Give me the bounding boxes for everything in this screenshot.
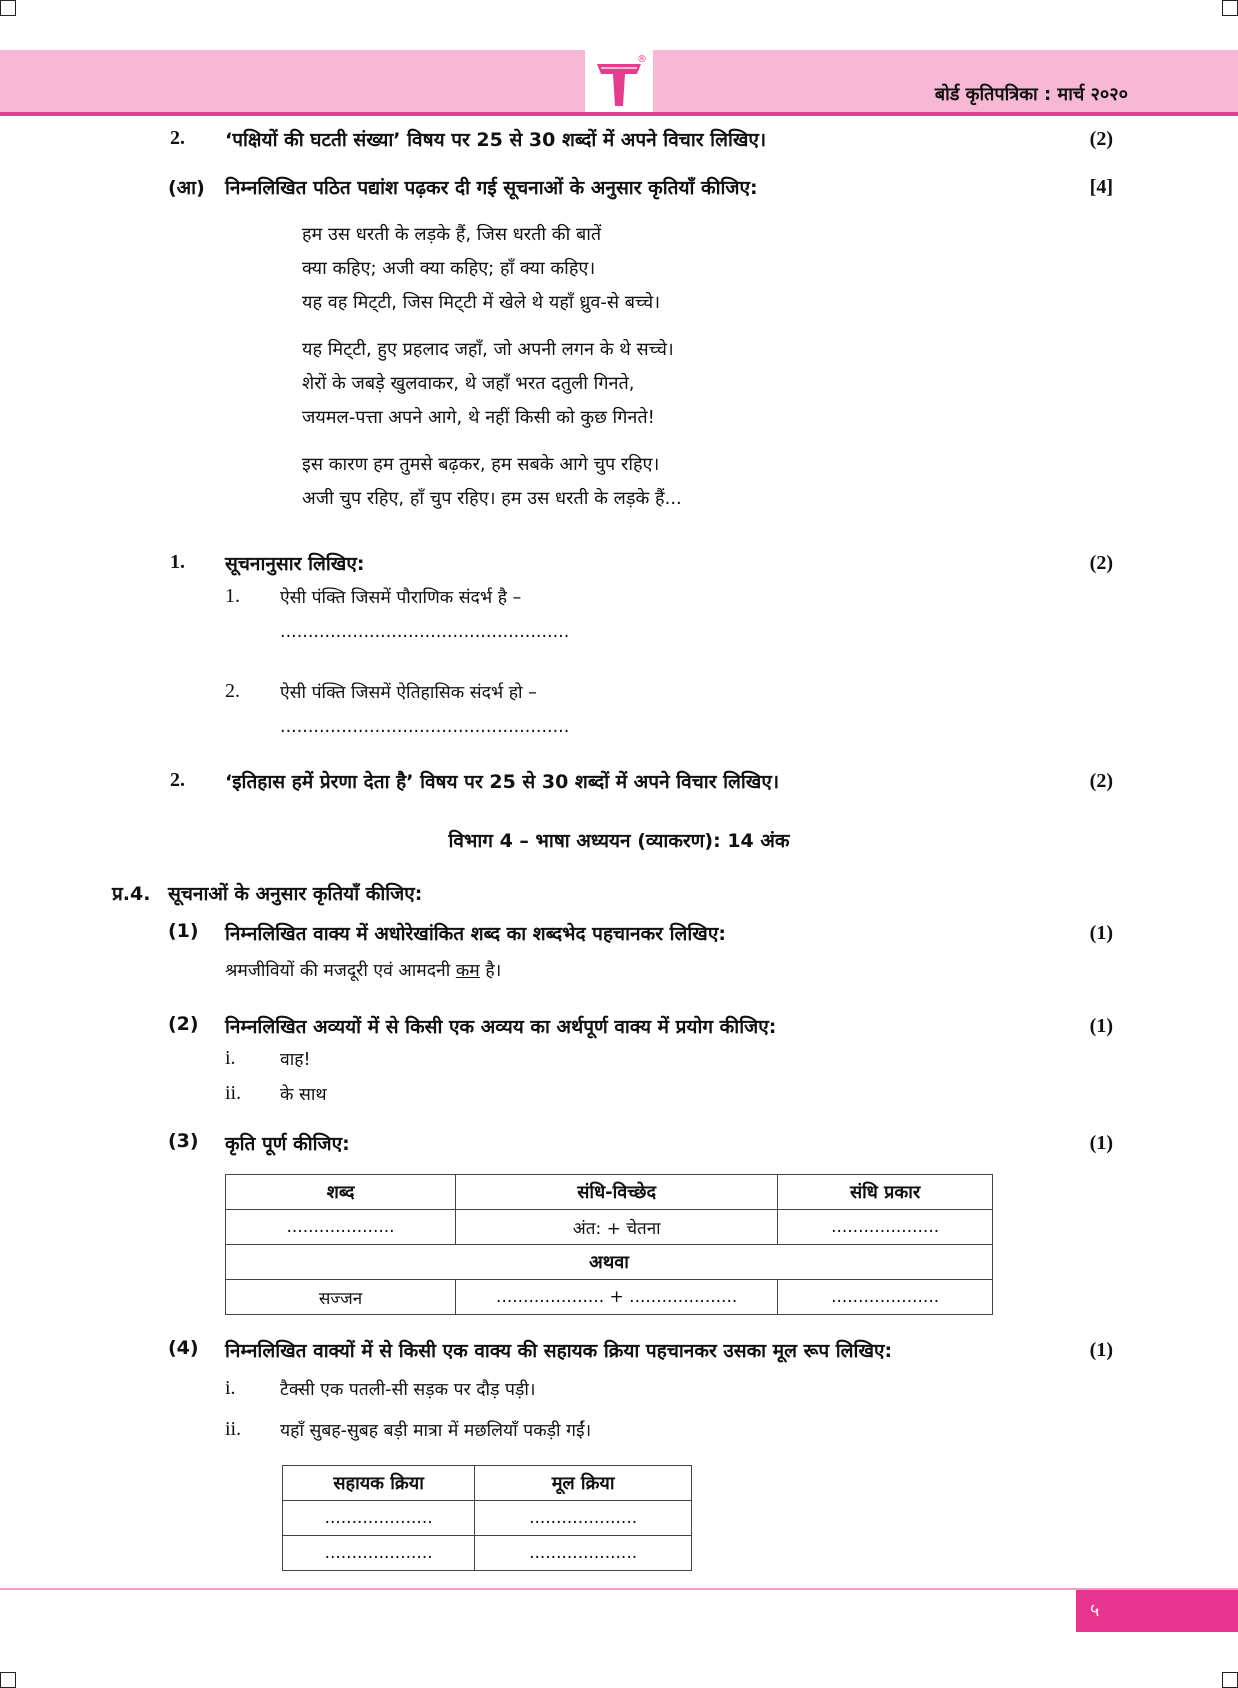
table-cell: अंत: + चेतना: [456, 1210, 778, 1245]
table-cell: ....................: [778, 1210, 993, 1245]
question-marks: (1): [1089, 1339, 1113, 1361]
question-marks: (2): [1089, 552, 1113, 574]
poem-line: क्या कहिए; अजी क्या कहिए; हाँ क्या कहिए।: [302, 258, 596, 279]
question-text: ‘इतिहास हमें प्रेरणा देता है’ विषय पर 25 से 30 शब्दों में अपने विचार लिखिए।: [225, 771, 780, 793]
table-cell: ....................: [778, 1280, 993, 1315]
answer-blank: ....................................................: [280, 622, 570, 642]
sub-question-number: (4): [168, 1337, 199, 1359]
crop-mark-bottom-right: [1222, 1672, 1238, 1688]
question-marks: (1): [1089, 1015, 1113, 1037]
option-number: ii.: [225, 1418, 242, 1440]
underlined-word: कम: [455, 961, 480, 981]
table-header: सहायक क्रिया: [283, 1466, 475, 1501]
sub-question-text: कृति पूर्ण कीजिए:: [225, 1133, 350, 1155]
table-or-row: अथवा: [226, 1245, 993, 1280]
crop-mark-bottom-left: [0, 1672, 16, 1688]
section-heading: विभाग 4 – भाषा अध्ययन (व्याकरण): 14 अंक: [448, 830, 790, 852]
kriya-table: [282, 1465, 692, 1571]
poem-line: अजी चुप रहिए, हाँ चुप रहिए। हम उस धरती के लड़के हैं...: [302, 488, 682, 509]
sub-question-text: निम्नलिखित वाक्यों में से किसी एक वाक्य की सहायक क्रिया पहचानकर उसका मूल रूप लिखिए:: [225, 1340, 893, 1362]
header-rule: [0, 112, 1238, 116]
question-text: ‘पक्षियों की घटती संख्या’ विषय पर 25 से 30 शब्दों में अपने विचार लिखिए।: [225, 129, 767, 151]
option-text: यहाँ सुबह-सुबह बड़ी मात्रा में मछलियाँ पकड़ी गईं।: [280, 1421, 592, 1441]
publisher-logo: [585, 50, 653, 112]
sentence-part: श्रमजीवियों की मजदूरी एवं आमदनी: [225, 961, 456, 981]
registered-mark: ®: [637, 54, 647, 65]
question-text: सूचनानुसार लिखिए:: [225, 553, 365, 575]
sub-question-number: (2): [168, 1013, 199, 1035]
question-text: सूचनाओं के अनुसार कृतियाँ कीजिए:: [168, 883, 423, 905]
option-number: i.: [225, 1047, 236, 1069]
table-cell: ....................: [283, 1536, 475, 1571]
question-number: 2.: [170, 769, 185, 791]
question-number: 1.: [170, 551, 185, 573]
question-number: प्र.4.: [112, 883, 151, 905]
table-cell: .................... + ....................: [456, 1280, 778, 1315]
question-marks: (2): [1089, 770, 1113, 792]
poem-line: इस कारण हम तुमसे बढ़कर, हम सबके आगे चुप रहिए।: [302, 454, 660, 475]
option-number: ii.: [225, 1082, 242, 1104]
sandhi-table: [225, 1174, 993, 1315]
poem-line: जयमल-पत्ता अपने आगे, थे नहीं किसी को कुछ गिनते!: [302, 407, 655, 428]
sub-question-number: (3): [168, 1130, 199, 1152]
option-text: टैक्सी एक पतली-सी सड़क पर दौड़ पड़ी।: [280, 1380, 536, 1400]
option-text: वाह!: [280, 1050, 311, 1070]
footer-rule: [0, 1588, 1238, 1590]
sub-item-number: 2.: [225, 680, 240, 702]
table-header: संधि प्रकार: [778, 1175, 993, 1210]
poem-line: यह वह मिट्‌टी, जिस मिट्‌टी में खेले थे यहाँ ध्रुव-से बच्चे।: [302, 292, 661, 313]
table-header: शब्द: [226, 1175, 456, 1210]
poem-line: यह मिट्‌टी, हुए प्रहलाद जहाँ, जो अपनी लगन के थे सच्चे।: [302, 339, 674, 360]
page-number: ५: [1090, 1600, 1100, 1621]
table-cell: ....................: [475, 1536, 692, 1571]
section-marks: [4]: [1089, 176, 1113, 198]
sub-question-text: निम्नलिखित वाक्य में अधोरेखांकित शब्द का शब्दभेद पहचानकर लिखिए:: [225, 923, 726, 945]
page-header-title: बोर्ड कृतिपत्रिका : मार्च २०२०: [934, 84, 1128, 105]
table-header: मूल क्रिया: [475, 1466, 692, 1501]
example-sentence: [225, 958, 501, 982]
question-marks: (1): [1089, 1132, 1113, 1154]
poem-stanza-1: [302, 218, 660, 320]
question-marks: (1): [1089, 922, 1113, 944]
table-cell: ....................: [226, 1210, 456, 1245]
poem-line: शेरों के जबड़े खुलवाकर, थे जहाँ भरत दतुली गिनते,: [302, 373, 635, 394]
sub-item-number: 1.: [225, 585, 240, 607]
sub-question-number: (1): [168, 920, 199, 942]
table-cell: ....................: [475, 1501, 692, 1536]
section-number: (आ): [168, 177, 205, 199]
sub-item-text: ऐसी पंक्ति जिसमें ऐतिहासिक संदर्भ हो –: [280, 683, 537, 703]
question-number: 2.: [170, 127, 185, 149]
table-header: संधि-विच्छेद: [456, 1175, 778, 1210]
sub-item-text: ऐसी पंक्ति जिसमें पौराणिक संदर्भ है –: [280, 588, 522, 608]
sentence-part: है।: [479, 961, 502, 981]
page-number-box: [1076, 1590, 1238, 1632]
poem-stanza-3: [302, 448, 682, 516]
poem-line: हम उस धरती के लड़के हैं, जिस धरती की बातें: [302, 224, 602, 245]
option-text: के साथ: [280, 1085, 327, 1105]
sub-question-text: निम्नलिखित अव्ययों में से किसी एक अव्यय का अर्थपूर्ण वाक्य में प्रयोग कीजिए:: [225, 1016, 777, 1038]
question-marks: (2): [1089, 128, 1113, 150]
answer-blank: ....................................................: [280, 717, 570, 737]
table-cell: ....................: [283, 1501, 475, 1536]
poem-stanza-2: [302, 333, 674, 435]
crop-mark-top-left: [0, 0, 16, 16]
option-number: i.: [225, 1377, 236, 1399]
table-cell: सज्जन: [226, 1280, 456, 1315]
crop-mark-top-right: [1222, 0, 1238, 16]
section-instruction: निम्नलिखित पठित पद्यांश पढ़कर दी गई सूचनाओं के अनुसार कृतियाँ कीजिए:: [225, 177, 758, 199]
